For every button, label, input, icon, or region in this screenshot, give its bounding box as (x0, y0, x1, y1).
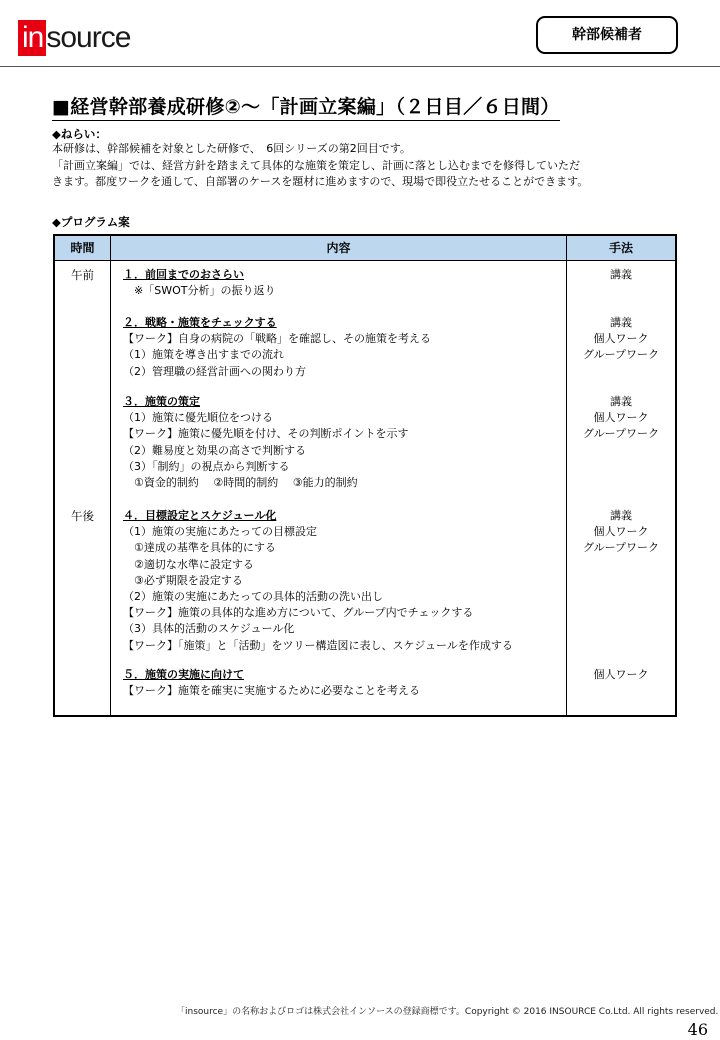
section-line: 【ワーク】自身の病院の「戦略」を確認し、その施策を考える (123, 332, 431, 346)
section-line: （3）「制約」の視点から判断する (123, 459, 290, 473)
section-line: ③必ず期限を設定する (123, 573, 243, 587)
method-item: 個人ワーク (593, 332, 649, 346)
section-line: （1）施策に優先順位をつける (123, 411, 273, 425)
aim-text (52, 141, 692, 191)
time-am: 午前 (71, 268, 94, 282)
section-2 (123, 315, 431, 380)
header-content: 内容 (326, 241, 351, 255)
section-title: ３．施策の策定 (123, 395, 200, 408)
method-item: グループワーク (582, 427, 660, 441)
aim-heading: ◆ねらい： (52, 127, 107, 141)
section-1 (123, 267, 275, 299)
section-line: ②適切な水準に設定する (123, 557, 254, 571)
method-item: グループワーク (582, 541, 660, 555)
section-title: ５．施策の実施に向けて (123, 668, 244, 681)
section-line: 【ワーク】施策に優先順を付け、その判断ポイントを示す (123, 427, 409, 441)
section-line: 【ワーク】施策の具体的な進め方について、グループ内でチェックする (123, 606, 474, 620)
method-item: グループワーク (582, 348, 660, 362)
method-item: 講義 (610, 268, 632, 281)
section-line: ※「SWOT分析」の振り返り (123, 284, 276, 298)
program-heading: ◆プログラム案 (52, 215, 130, 229)
section-5 (123, 667, 420, 699)
section-line: （1）施策の実施にあたっての目標設定 (123, 525, 317, 539)
method-item: 個人ワーク (593, 525, 649, 539)
insource-logo (18, 20, 130, 56)
time-pm: 午後 (71, 509, 94, 523)
method-4 (567, 508, 675, 557)
page-title: ■経営幹部養成研修②～「計画立案編」（２日目／６日間） (52, 92, 560, 121)
section-line: （2）管理職の経営計画への関わり方 (123, 364, 306, 378)
column-divider (110, 236, 111, 715)
aim-line: 本研修は、幹部候補を対象とした研修で、 6回シリーズの第2回目です。 (52, 142, 411, 155)
program-table (53, 234, 677, 717)
header-method: 手法 (608, 241, 633, 255)
method-3 (567, 394, 675, 443)
column-divider (566, 236, 567, 715)
section-line: （2）難易度と効果の高さで判断する (123, 443, 306, 457)
section-line: （3）具体的活動のスケジュール化 (123, 622, 295, 636)
section-title: ４．目標設定とスケジュール化 (123, 509, 277, 522)
method-item: 講義 (610, 509, 632, 522)
page-number: 46 (687, 1020, 708, 1039)
method-item: 講義 (610, 395, 632, 408)
section-title: １．前回までのおさらい (123, 268, 244, 281)
section-line: ①資金的制約 ②時間的制約 ③能力的制約 (123, 476, 358, 490)
header-time: 時間 (70, 241, 95, 255)
section-line: 【ワーク】施策を確実に実施するために必要なことを考える (123, 684, 420, 698)
method-2 (567, 315, 675, 364)
method-1 (567, 267, 675, 283)
target-badge: 幹部候補者 (536, 16, 678, 54)
section-title: ２．戦略・施策をチェックする (123, 316, 277, 329)
header-divider (0, 66, 720, 67)
method-5 (567, 667, 675, 683)
logo-in: in (18, 20, 46, 56)
logo-source: source (46, 21, 131, 54)
method-item: 個人ワーク (593, 411, 649, 425)
method-item: 個人ワーク (593, 668, 649, 681)
section-4 (123, 508, 513, 654)
method-item: 講義 (610, 316, 632, 329)
table-header (55, 236, 675, 261)
aim-line: 「計画立案編」では、経営方針を踏まえて具体的な施策を策定し、計画に落とし込むまでを修得していただ (52, 158, 580, 172)
section-3 (123, 394, 409, 491)
section-line: ①達成の基準を具体的にする (123, 541, 276, 555)
section-line: 【ワーク】「施策」と「活動」をツリー構造図に表し、スケジュールを作成する (123, 638, 513, 652)
copyright-footer: 「insource」の名称およびロゴは株式会社インソースの登録商標です。Copyright © 2016 INSOURCE Co.Ltd. All rights reserved. (176, 1007, 719, 1017)
section-line: （2）施策の実施にあたっての具体的活動の洗い出し (123, 590, 383, 604)
aim-line: きます。都度ワークを通して、自部署のケースを題材に進めますので、現場で即役立たせることができます。 (52, 175, 589, 188)
section-line: （1）施策を導き出すまでの流れ (123, 348, 284, 362)
